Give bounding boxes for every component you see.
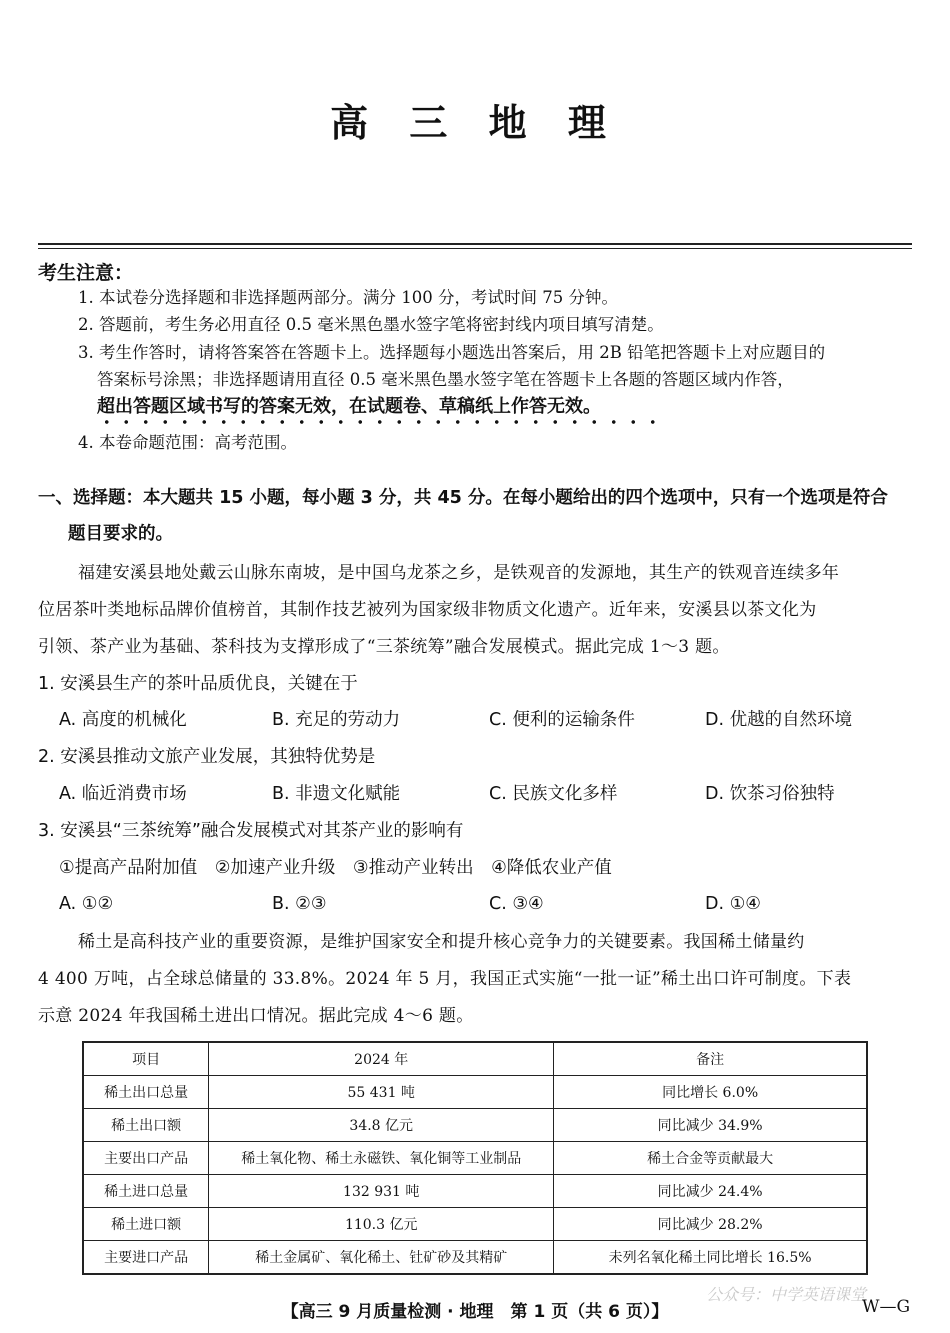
- table-cell: 主要进口产品: [83, 1241, 209, 1275]
- table-row: [83, 1142, 867, 1175]
- table-cell: 132 931 吨: [209, 1175, 554, 1208]
- table-cell: 稀土出口额: [83, 1109, 209, 1142]
- table-cell: 55 431 吨: [209, 1076, 554, 1109]
- question-3-option-a: A. ①②: [59, 894, 114, 914]
- passage2-line-3: 示意 2024 年我国稀土进出口情况。据此完成 4～6 题。: [38, 1006, 474, 1026]
- table-header-row: [83, 1042, 867, 1076]
- table-cell: 稀土氧化物、稀土永磁铁、氧化铜等工业制品: [209, 1142, 554, 1175]
- table-row: [83, 1175, 867, 1208]
- notice-item-1: 1. 本试卷分选择题和非选择题两部分。满分 100 分，考试时间 75 分钟。: [78, 288, 618, 307]
- passage1-line-2: 位居茶叶类地标品牌价值榜首，其制作技艺被列为国家级非物质文化遗产。近年来，安溪县以茶文化为: [38, 600, 817, 620]
- question-1-option-c: C. 便利的运输条件: [489, 710, 635, 730]
- table-header-cell: 备注: [554, 1042, 867, 1076]
- passage2-line-2: 4 400 万吨，占全球总储量的 33.8%。2024 年 5 月，我国正式实施“一批一证”稀土出口许可制度。下表: [38, 969, 852, 989]
- table-row: [83, 1241, 867, 1275]
- table-cell: 主要出口产品: [83, 1142, 209, 1175]
- notice-item-3: 3. 考生作答时，请将答案答在答题卡上。选择题每小题选出答案后，用 2B 铅笔把答题卡上对应题目的: [78, 343, 826, 362]
- passage1-line-1: 福建安溪县地处戴云山脉东南坡，是中国乌龙茶之乡，是铁观音的发源地，其生产的铁观音连续多年: [78, 563, 840, 583]
- page-footer: 【高三 9 月质量检测 · 地理 第 1 页（共 6 页）】: [281, 1302, 669, 1322]
- table-row: [83, 1076, 867, 1109]
- question-3-stem: 3. 安溪县“三茶统筹”融合发展模式对其茶产业的影响有: [38, 821, 464, 841]
- table-cell: 稀土金属矿、氧化稀土、钍矿砂及其精矿: [209, 1241, 554, 1275]
- notice-item-4: 4. 本卷命题范围：高考范围。: [78, 433, 297, 452]
- table-cell: 34.8 亿元: [209, 1109, 554, 1142]
- table-cell: 稀土出口总量: [83, 1076, 209, 1109]
- question-1-stem: 1. 安溪县生产的茶叶品质优良，关键在于: [38, 674, 358, 694]
- section-heading: 一、选择题：本大题共 15 小题，每小题 3 分，共 45 分。在每小题给出的四个选项中，只有一个选项是符合: [38, 488, 888, 508]
- table-cell: 110.3 亿元: [209, 1208, 554, 1241]
- notice-item-3-emphasis: 超出答题区域书写的答案无效，在试题卷、草稿纸上作答无效。: [97, 396, 601, 417]
- question-2-option-a: A. 临近消费市场: [59, 784, 187, 804]
- question-1-option-d: D. 优越的自然环境: [705, 710, 853, 730]
- table-cell: 稀土进口总量: [83, 1175, 209, 1208]
- question-3-statements: ①提高产品附加值 ②加速产业升级 ③推动产业转出 ④降低农业产值: [59, 858, 612, 878]
- table-cell: 未列名氧化稀土同比增长 16.5%: [554, 1241, 867, 1275]
- question-2-option-c: C. 民族文化多样: [489, 784, 618, 804]
- header-rule-thick: [38, 243, 912, 245]
- emphasis-dots: [97, 419, 657, 425]
- section-heading-cont: 题目要求的。: [68, 524, 173, 544]
- question-1-option-a: A. 高度的机械化: [59, 710, 187, 730]
- table-header-cell: 2024 年: [209, 1042, 554, 1076]
- question-3-option-c: C. ③④: [489, 894, 544, 914]
- watermark: 公众号：中学英语课堂: [706, 1285, 867, 1304]
- question-2-stem: 2. 安溪县推动文旅产业发展，其独特优势是: [38, 747, 376, 767]
- page-title: 高 三 地 理: [330, 100, 620, 145]
- table-cell: 同比减少 28.2%: [554, 1208, 867, 1241]
- question-3-option-d: D. ①④: [705, 894, 761, 914]
- notice-item-2: 2. 答题前，考生务必用直径 0.5 毫米黑色墨水签字笔将密封线内项目填写清楚。: [78, 315, 664, 334]
- table-cell: 稀土合金等贡献最大: [554, 1142, 867, 1175]
- passage1-line-3: 引领、茶产业为基础、茶科技为支撑形成了“三茶统筹”融合发展模式。据此完成 1～3 题。: [38, 637, 730, 657]
- header-rule-thin: [38, 248, 912, 249]
- question-1-option-b: B. 充足的劳动力: [272, 710, 401, 730]
- table-cell: 稀土进口额: [83, 1208, 209, 1241]
- paper-code: W—G: [862, 1297, 911, 1317]
- notice-item-3-cont: 答案标号涂黑；非选择题请用直径 0.5 毫米黑色墨水签字笔在答题卡上各题的答题区域内作答，: [97, 370, 794, 389]
- notice-heading: 考生注意：: [38, 262, 134, 284]
- question-2-option-b: B. 非遗文化赋能: [272, 784, 401, 804]
- passage2-line-1: 稀土是高科技产业的重要资源，是维护国家安全和提升核心竞争力的关键要素。我国稀土储量约: [78, 932, 805, 952]
- rare-earth-table: [82, 1041, 868, 1275]
- table-cell: 同比减少 34.9%: [554, 1109, 867, 1142]
- table-cell: 同比增长 6.0%: [554, 1076, 867, 1109]
- table-header-cell: 项目: [83, 1042, 209, 1076]
- question-2-option-d: D. 饮茶习俗独特: [705, 784, 835, 804]
- question-3-option-b: B. ②③: [272, 894, 327, 914]
- table-cell: 同比减少 24.4%: [554, 1175, 867, 1208]
- table-row: [83, 1109, 867, 1142]
- table-row: [83, 1208, 867, 1241]
